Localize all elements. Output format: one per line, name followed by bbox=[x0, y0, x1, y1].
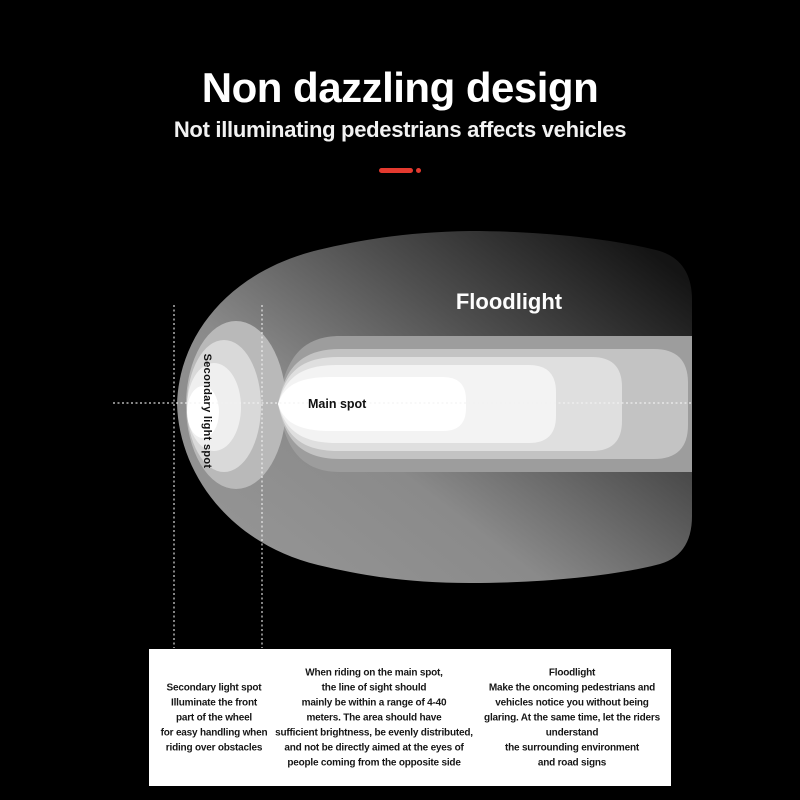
footnote-line: Secondary light spot bbox=[166, 682, 262, 693]
footnote-line: riding over obstacles bbox=[165, 742, 263, 753]
footnote-line: people coming from the opposite side bbox=[287, 757, 461, 768]
footnote-line: meters. The area should have bbox=[306, 712, 442, 723]
footnote-line: and not be directly aimed at the eyes of bbox=[284, 742, 464, 753]
footnote-line: glaring. At the same time, let the riders bbox=[484, 712, 660, 723]
footnote-line: vehicles notice you without being bbox=[495, 697, 649, 708]
footnote-line: When riding on the main spot, bbox=[305, 667, 443, 678]
footnote-line: Make the oncoming pedestrians and bbox=[488, 682, 656, 693]
main-beam-core bbox=[278, 377, 466, 431]
secondary-spot-label: Secondary light spot bbox=[201, 353, 214, 469]
footnote-main-spot bbox=[275, 665, 473, 770]
footnotes-panel bbox=[149, 649, 671, 786]
footnote-line: and road signs bbox=[537, 757, 607, 768]
footnote-line: Floodlight bbox=[548, 667, 596, 678]
footnote-line: understand bbox=[545, 727, 599, 738]
footnote-line: for easy handling when bbox=[160, 727, 268, 738]
footnote-line: sufficient brightness, be evenly distributed, bbox=[275, 727, 473, 738]
footnote-secondary-spot bbox=[161, 680, 268, 755]
footnote-line: part of the wheel bbox=[175, 712, 253, 723]
page-subtitle: Not illuminating pedestrians affects vehicles bbox=[173, 117, 627, 143]
floodlight-label: Floodlight bbox=[455, 289, 563, 314]
footnote-line: Illuminate the front bbox=[170, 697, 258, 708]
footnote-line: the surrounding environment bbox=[504, 742, 640, 753]
page-title: Non dazzling design bbox=[201, 64, 599, 112]
footnote-floodlight bbox=[484, 665, 660, 770]
footnote-line: the line of sight should bbox=[321, 682, 427, 693]
footnote-line: mainly be within a range of 4-40 bbox=[301, 697, 447, 708]
main-spot-label: Main spot bbox=[308, 397, 367, 411]
